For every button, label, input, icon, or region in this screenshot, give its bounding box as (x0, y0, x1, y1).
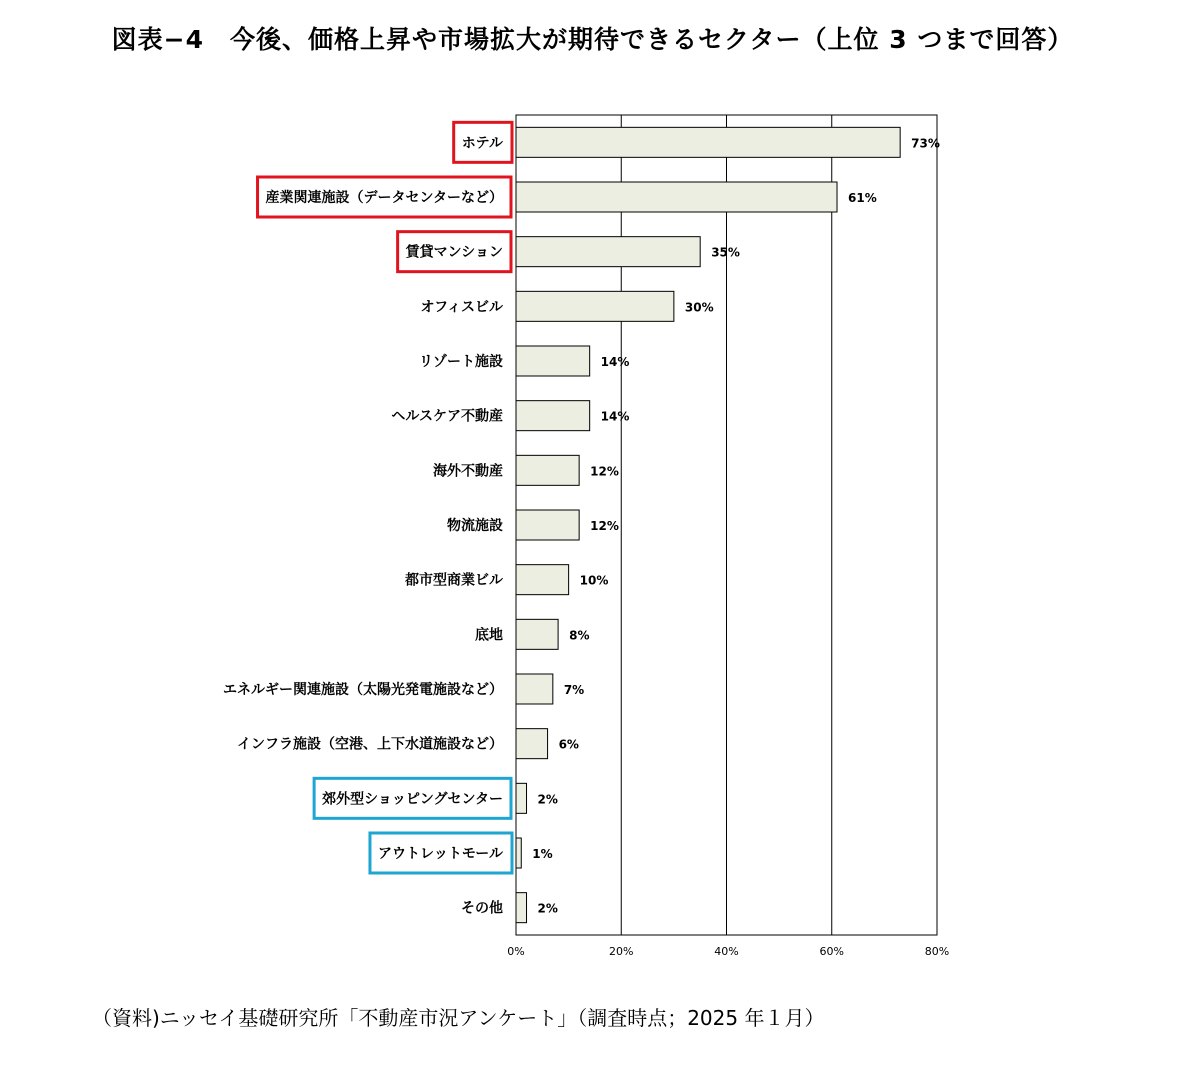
value-label: 14% (600, 355, 630, 369)
bar (516, 893, 527, 923)
category-label: 海外不動産 (433, 463, 503, 480)
bar (516, 729, 548, 759)
category-label: 賃貸マンション (405, 244, 503, 261)
category-label: 物流施設 (447, 518, 503, 534)
value-label: 35% (711, 245, 740, 260)
value-label: 12% (590, 464, 619, 479)
bar (516, 182, 837, 212)
value-label: 7% (563, 683, 585, 697)
bar (516, 674, 553, 704)
category-label: アウトレットモール (377, 846, 503, 862)
bar (516, 783, 527, 813)
x-tick-label: 0% (507, 945, 525, 958)
value-label: 61% (848, 191, 877, 205)
bar (516, 565, 569, 595)
bar (516, 401, 590, 431)
category-label: 底地 (475, 627, 503, 644)
value-label: 8% (569, 628, 590, 643)
bar (516, 510, 579, 540)
category-label: オフィスビル (420, 299, 503, 316)
value-label: 30% (684, 300, 714, 315)
x-tick-label: 20% (609, 945, 634, 958)
category-label: インフラ施設（空港、上下水道施設など） (237, 736, 503, 753)
category-label: 産業関連施設（データセンターなど） (265, 190, 503, 206)
bar (516, 237, 700, 267)
bar (516, 291, 674, 321)
category-label: その他 (461, 900, 503, 917)
bar (516, 838, 521, 868)
chart-title: 図表−4 今後、価格上昇や市場拡大が期待できるセクター（上位 3 つまで回答） (111, 25, 1074, 54)
value-label: 1% (532, 847, 553, 861)
value-label: 2% (537, 792, 558, 807)
category-label: ホテル (461, 135, 503, 152)
bar (516, 346, 590, 376)
category-label: ヘルスケア不動産 (391, 408, 503, 425)
category-label: 都市型商業ビル (405, 572, 503, 589)
category-label: 郊外型ショッピングセンター (322, 791, 503, 808)
value-label: 14% (600, 409, 630, 424)
value-label: 6% (558, 737, 579, 752)
bar (516, 455, 579, 485)
x-tick-label: 40% (714, 945, 739, 958)
bar (516, 619, 558, 649)
category-label: エネルギー関連施設（太陽光発電施設など） (223, 682, 503, 698)
source-note: （資料)ニッセイ基礎研究所「不動産市況アンケート」（調査時点；2025 年１月） (92, 1006, 825, 1030)
value-label: 12% (590, 519, 619, 533)
x-tick-label: 80% (924, 945, 950, 958)
value-label: 2% (537, 901, 558, 916)
value-label: 73% (911, 136, 940, 151)
value-label: 10% (579, 573, 609, 588)
category-label: リゾート施設 (419, 354, 503, 370)
bar (516, 127, 900, 157)
x-tick-label: 60% (819, 945, 844, 958)
